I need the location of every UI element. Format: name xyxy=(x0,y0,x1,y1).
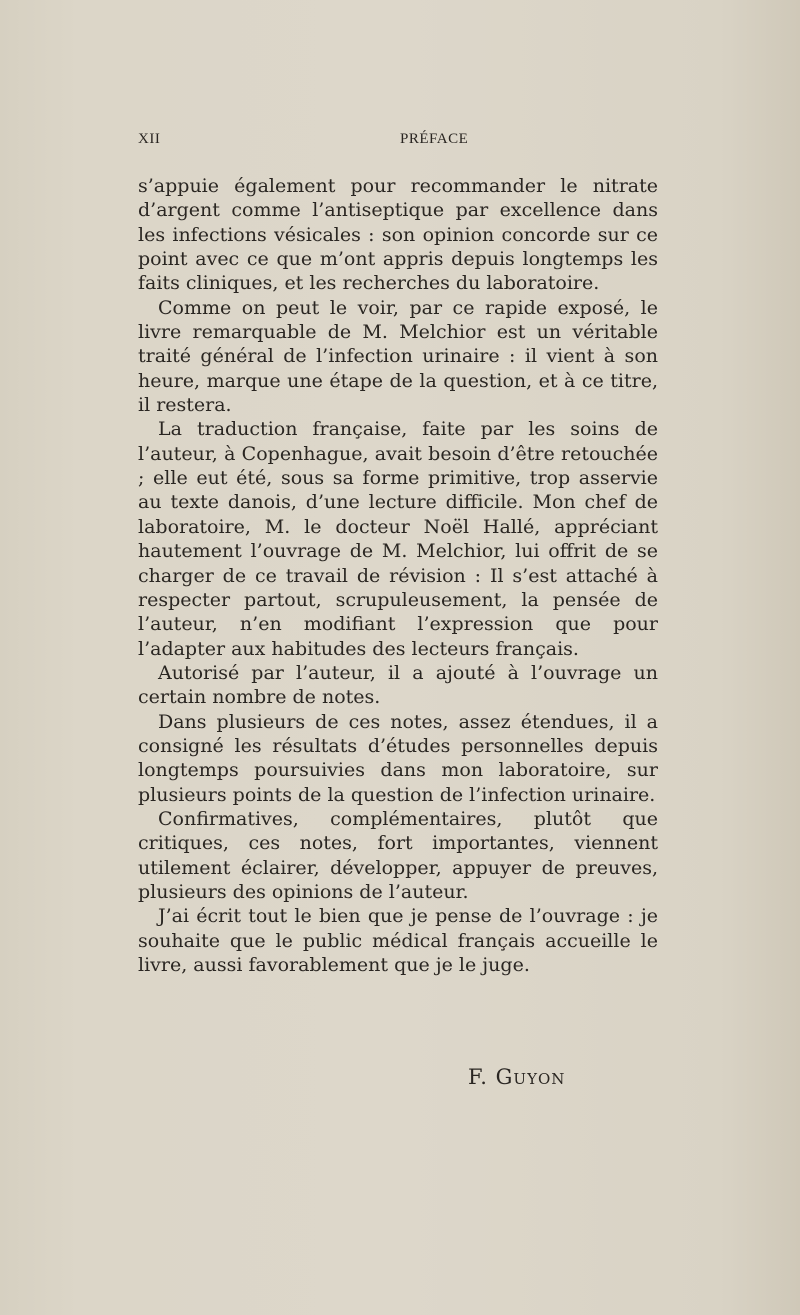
paragraph-2: Comme on peut le voir, par ce rapide exposé, le livre remarquable de M. Melchior est un véritable traité général de l’infection urinaire : il vient à son heure, marque une étape de la question, et à ce titre, il restera. xyxy=(138,296,658,417)
running-title: PRÉFACE xyxy=(400,131,469,147)
paragraph-4: Autorisé par l’auteur, il a ajouté à l’ouvrage un certain nombre de notes. xyxy=(138,661,658,709)
paragraph-1: s’appuie également pour recommander le nitrate d’argent comme l’antiseptique par excellence dans les infections vésicales : son opinion concorde sur ce point avec ce que m’ont appris depuis longtemps les faits cliniques, et les recherches du laboratoire. xyxy=(138,175,658,295)
paragraph-5: Dans plusieurs de ces notes, assez étendues, il a consigné les résultats d’études personnelles depuis longtemps poursuivies dans mon laboratoire, sur plusieurs points de la question de l’infection urinaire. xyxy=(138,710,658,806)
paragraph-3: La traduction française, faite par les soins de l’auteur, à Copenhague, avait besoin d’être retouchée ; elle eut été, sous sa forme primitive, trop asservie au texte danois, d’une lecture difficile. Mon chef de laboratoire, M. le docteur Noël Hallé, appréciant hautement l’ouvrage de M. Melchior, lui offrit de se charger de ce travail de révision : Il s’est attaché à respecter partout, scrupuleusement, la pensée de l’auteur, n’en modifiant l’expression que pour l’adapter aux habitudes des lecteurs français. xyxy=(138,418,658,660)
body-text xyxy=(138,174,658,977)
paragraph-7: J’ai écrit tout le bien que je pense de l’ouvrage : je souhaite que le public médical français accueille le livre, aussi favorablement que je le juge. xyxy=(138,905,658,976)
page-number: XII xyxy=(138,131,161,147)
paragraph-6: Confirmatives, complémentaires, plutôt que critiques, ces notes, fort importantes, viennent utilement éclairer, développer, appuyer de preuves, plusieurs des opinions de l’auteur. xyxy=(138,807,658,903)
running-head xyxy=(138,131,658,155)
signature: F. Guyon xyxy=(468,1065,566,1089)
